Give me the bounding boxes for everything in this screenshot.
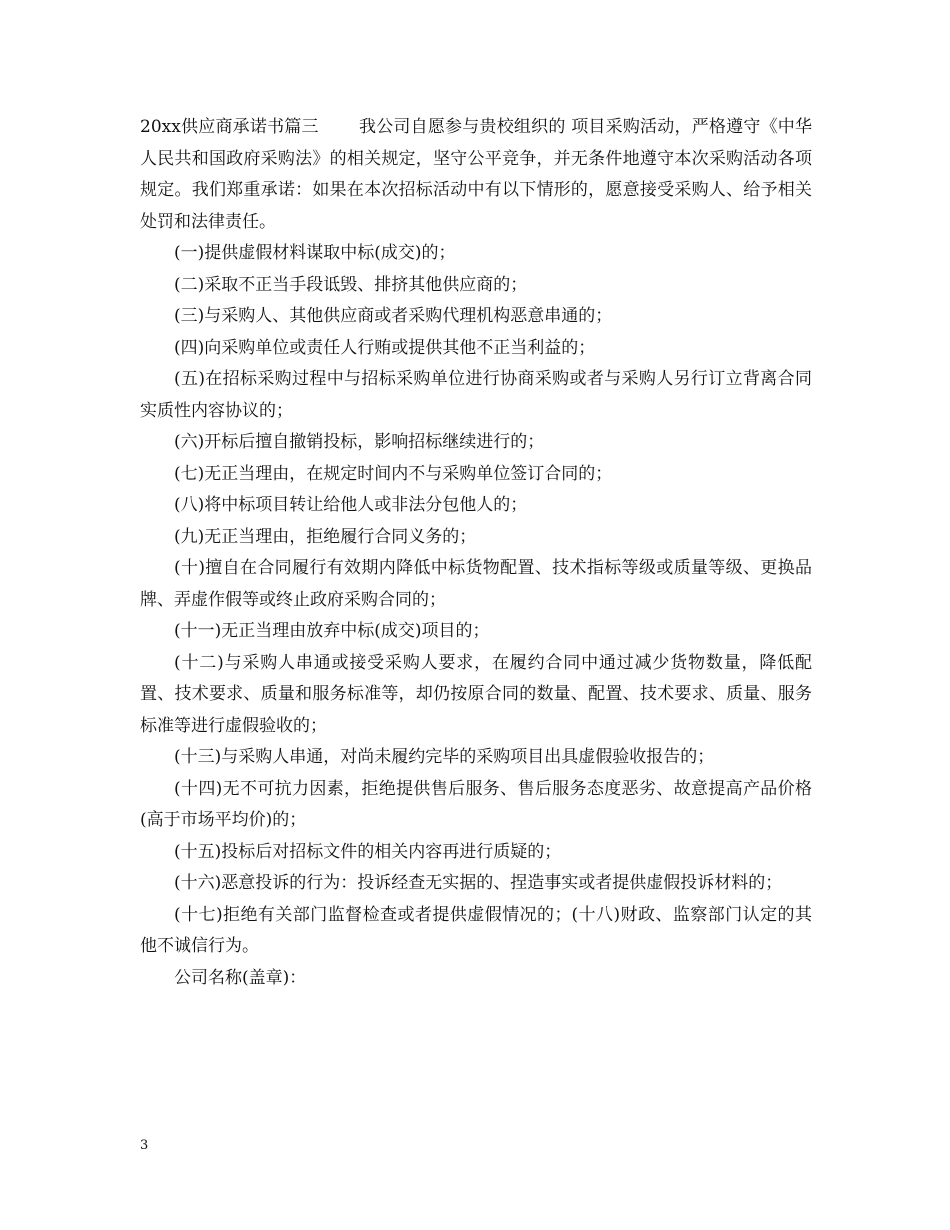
page-number: 3 (140, 1138, 149, 1153)
intro-text: 我公司自愿参与贵校组织的 项目采购活动，严格遵守《中华人民共和国政府采购法》的相关规定，坚守公平竞争，并无条件地遵守本次采购活动各项规定。我们郑重承诺：如果在本次招标活动中有以下情形的，愿意接受采购人、给予相关处罚和法律责任。 (140, 117, 813, 232)
list-item: (十七)拒绝有关部门监督检查或者提供虚假情况的；(十八)财政、监察部门认定的其他不诚信行为。 (140, 904, 812, 956)
list-item: (二)采取不正当手段诋毁、排挤其他供应商的； (174, 274, 528, 295)
list-item: (九)无正当理由，拒绝履行合同义务的； (174, 526, 477, 547)
list-item: (十)擅自在合同履行有效期内降低中标货物配置、技术指标等级或质量等级、更换品牌、弄虚作假等或终止政府采购合同的； (140, 558, 812, 610)
list-item: (五)在招标采购过程中与招标采购单位进行协商采购或者与采购人另行订立背离合同实质性内容协议的； (140, 369, 812, 421)
list-item: (三)与采购人、其他供应商或者采购代理机构恶意串通的； (174, 306, 613, 326)
document-heading: 20xx供应商承诺书篇三 (140, 117, 319, 137)
document-body (140, 112, 812, 994)
list-item: (十六)恶意投诉的行为：投诉经查无实据的、捏造事实或者提供虚假投诉材料的； (174, 873, 783, 893)
list-item: (六)开标后擅自撤销投标，影响招标继续进行的； (174, 432, 545, 452)
list-item: (十三)与采购人串通，对尚未履约完毕的采购项目出具虚假验收报告的； (174, 747, 715, 767)
list-item: (七)无正当理由，在规定时间内不与采购单位签订合同的； (174, 463, 613, 484)
list-item: (十二)与采购人串通或接受采购人要求，在履约合同中通过减少货物数量，降低配置、技术要求、质量和服务标准等，却仍按原合同的数量、配置、技术要求、质量、服务标准等进行虚假验收的； (140, 652, 812, 736)
signature-label: 公司名称(盖章)： (174, 967, 307, 988)
list-item: (十四)无不可抗力因素，拒绝提供售后服务、售后服务态度恶劣、故意提高产品价格(高于市场平均价)的； (140, 778, 812, 830)
intro-paragraph (140, 112, 812, 238)
list-item: (四)向采购单位或责任人行贿或提供其他不正当利益的； (174, 337, 596, 358)
list-item: (八)将中标项目转让给他人或非法分包他人的； (174, 495, 528, 515)
list-item: (十一)无正当理由放弃中标(成交)项目的； (174, 621, 490, 641)
list-item: (一)提供虚假材料谋取中标(成交)的； (174, 243, 456, 263)
list-item: (十五)投标后对招标文件的相关内容再进行质疑的； (174, 841, 562, 862)
